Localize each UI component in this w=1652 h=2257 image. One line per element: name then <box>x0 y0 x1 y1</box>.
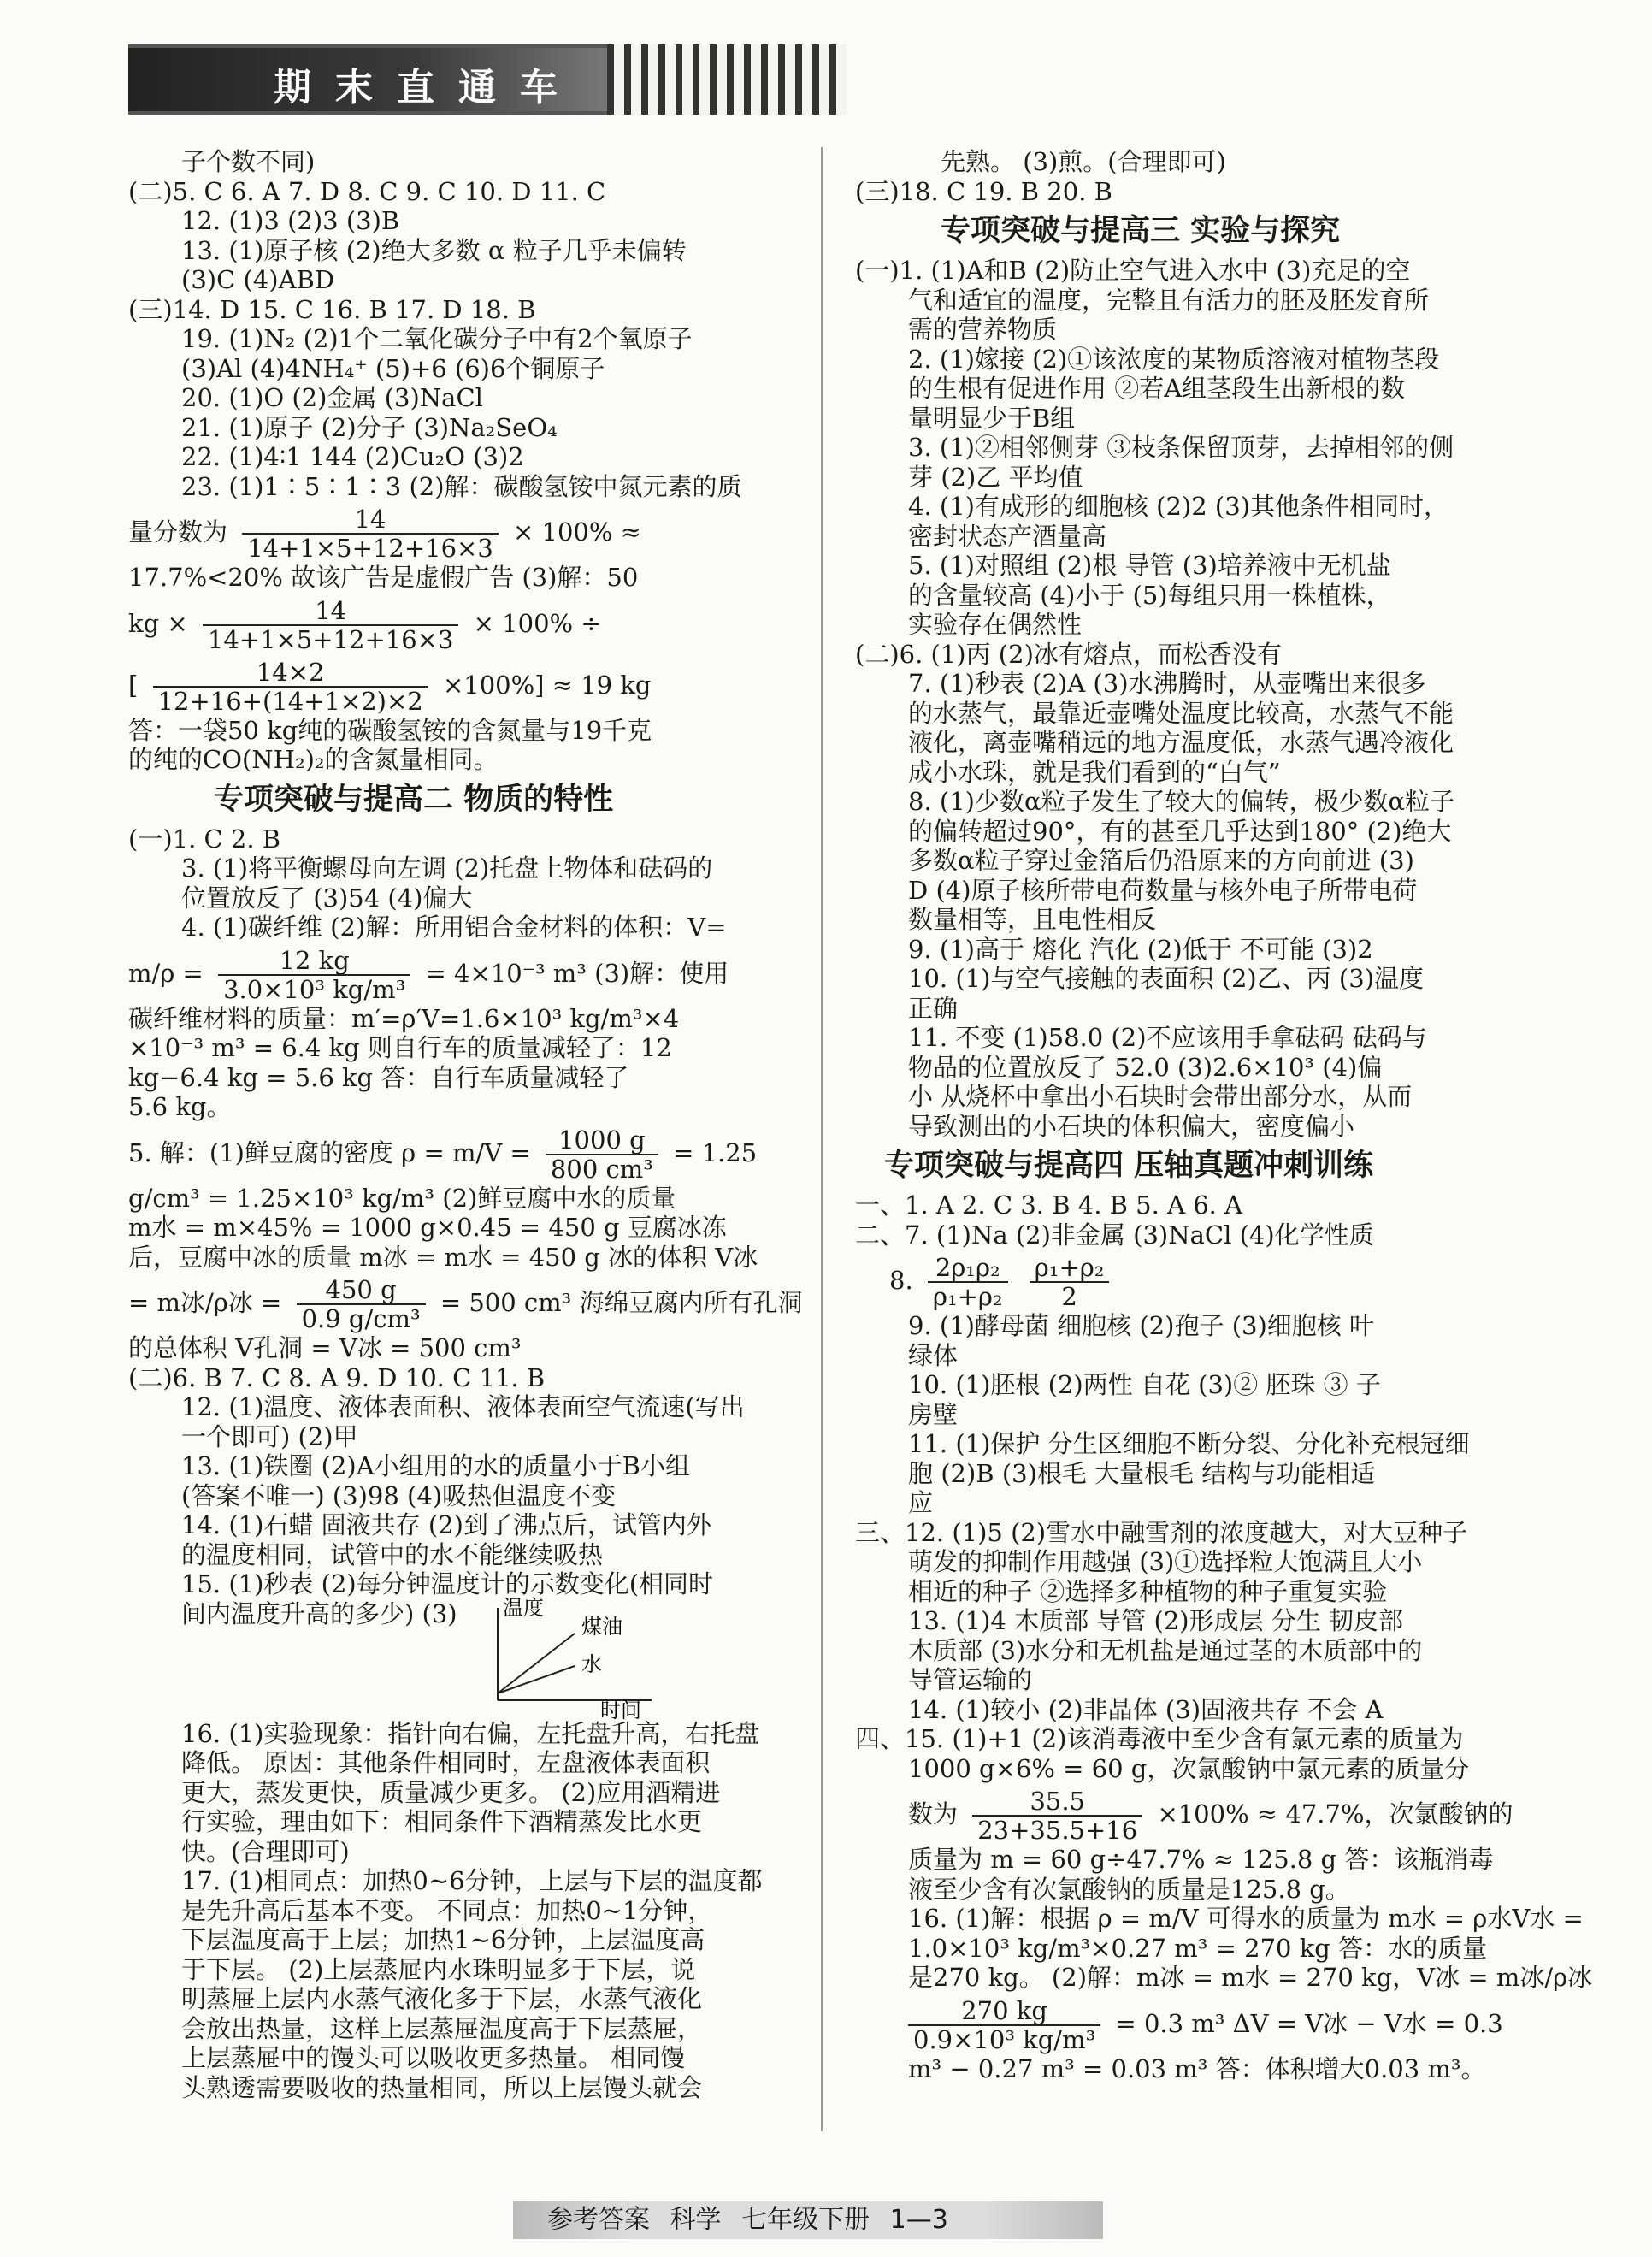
fraction <box>1030 1254 1110 1310</box>
formula-text: ×100% ≈ 47.7%，次氯酸钠的 <box>1157 1799 1513 1829</box>
fraction <box>972 1787 1142 1844</box>
fraction-numerator: 14 <box>242 505 499 535</box>
answer-line: 实验存在偶然性 <box>908 610 1083 639</box>
graph-y-label: 温度 <box>502 1595 544 1620</box>
answer-line: 数量相等，且电性相反 <box>908 905 1157 934</box>
fraction <box>908 1997 1100 2053</box>
formula-line <box>855 1993 1522 2054</box>
answer-line: 四、15. (1)+1 (2)该消毒液中至少含有氯元素的质量为 <box>855 1724 1464 1753</box>
fraction-denominator: 23+35.5+16 <box>977 1816 1138 1845</box>
answer-line: 上层蒸屉中的馒头可以吸收更多热量。 相同馒 <box>181 2043 686 2072</box>
fraction <box>218 947 410 1003</box>
answer-line: 一个即可) (2)甲 <box>181 1421 358 1451</box>
answer-line: 16. (1)解：根据 ρ = m/V 可得水的质量为 m水 = ρ水V水 = <box>908 1904 1584 1933</box>
formula-text: 8. <box>889 1266 913 1295</box>
formula-text: = 1.25 <box>673 1137 758 1167</box>
answer-line: 萌发的抑制作用越强 (3)①选择粒大饱满且大小 <box>908 1547 1423 1576</box>
formula-text: = 0.3 m³ ΔV = V冰 − V水 = 0.3 <box>1115 2008 1503 2038</box>
formula-line <box>128 593 794 654</box>
column-divider <box>821 147 823 2131</box>
answer-line: 会放出热量，这样上层蒸屉温度高于下层蒸屉， <box>181 2013 703 2043</box>
answer-line: 23. (1)1∶5∶1∶3 (2)解：碳酸氢铵中氮元素的质 <box>181 471 742 501</box>
answer-line: 正确 <box>908 993 959 1023</box>
answer-line: (三)18. C 19. B 20. B <box>855 176 1112 206</box>
answer-line: 11. 不变 (1)58.0 (2)不应该用手拿砝码 砝码与 <box>908 1023 1427 1052</box>
answer-line: 于下层。 (2)上层蒸屉内水珠明显多于下层，说 <box>181 1954 696 1984</box>
answer-line: 17. (1)相同点：加热0~6分钟，上层与下层的温度都 <box>181 1866 763 1895</box>
answer-line: (二)6. (1)丙 (2)冰有熔点，而松香没有 <box>855 639 1282 669</box>
graph-line-kerosene <box>498 1634 575 1693</box>
right-column <box>855 147 1593 2083</box>
answer-line: 相近的种子 ②选择多种植物的种子重复实验 <box>908 1576 1388 1606</box>
answer-line: 9. (1)酵母菌 细胞核 (2)孢子 (3)细胞核 叶 <box>908 1311 1374 1340</box>
answer-line: 二、7. (1)Na (2)非金属 (3)NaCl (4)化学性质 <box>855 1220 1374 1250</box>
section-heading: 专项突破与提高三 实验与探究 <box>941 214 1341 248</box>
answer-line: ×10⁻³ m³ = 6.4 kg 则自行车的质量减轻了：12 <box>128 1033 672 1062</box>
answer-line: 小 从烧杯中拿出小石块时会带出部分水，从而 <box>908 1082 1413 1111</box>
formula-text: 5. 解：(1)鲜豆腐的密度 ρ = m/V = <box>128 1137 531 1167</box>
answer-line: (一)1. C 2. B <box>128 824 281 854</box>
answer-line: 19. (1)N₂ (2)1个二氧化碳分子中有2个氧原子 <box>181 324 693 353</box>
answer-line: (二)5. C 6. A 7. D 8. C 9. C 10. D 11. C <box>128 176 606 206</box>
answer-line: 是270 kg。 (2)解：m冰 = m水 = 270 kg，V冰 = m冰/ρ冰 <box>908 1963 1593 1992</box>
answer-line: (三)14. D 15. C 16. B 17. D 18. B <box>128 294 536 324</box>
answer-line: 下层温度高于上层；加热1~6分钟，上层温度高 <box>181 1925 705 1954</box>
formula-text: ×100%] ≈ 19 kg <box>442 670 652 700</box>
fraction-numerator: 270 kg <box>908 1997 1100 2026</box>
answer-line: 12. (1)3 (2)3 (3)B <box>181 206 400 235</box>
header-banner <box>128 44 847 115</box>
answer-line: 10. (1)胚根 (2)两性 自花 (3)② 胚珠 ③ 子 <box>908 1370 1381 1399</box>
answer-line: 的偏转超过90°，有的甚至几乎达到180° (2)绝大 <box>908 816 1452 846</box>
fraction-denominator: 800 cm³ <box>550 1154 653 1184</box>
header-title: 期末直通车 <box>274 66 581 109</box>
fraction-denominator: 3.0×10³ kg/m³ <box>223 974 406 1004</box>
formula-text: 量分数为 <box>128 517 228 547</box>
answer-line: 导管运输的 <box>908 1665 1033 1694</box>
formula-text: = m冰/ρ冰 = <box>128 1288 282 1317</box>
formula-text: kg × <box>128 608 188 638</box>
formula-text: × 100% ≈ <box>513 517 641 547</box>
answer-line: 木质部 (3)水分和无机盐是通过茎的木质部中的 <box>908 1635 1423 1665</box>
answer-line: 14. (1)石蜡 固液共存 (2)到了沸点后，试管内外 <box>181 1510 711 1539</box>
answer-line: 15. (1)秒表 (2)每分钟温度计的示数变化(相同时 <box>181 1569 714 1598</box>
fraction-denominator: ρ₁+ρ₂ <box>932 1282 1003 1311</box>
answer-line: m水 = m×45% = 1000 g×0.45 = 450 g 豆腐冰冻 <box>128 1213 727 1242</box>
answer-line: 应 <box>908 1488 934 1517</box>
fraction <box>546 1126 658 1183</box>
answer-line: 气和适宜的温度，完整且有活力的胚及胚发育所 <box>908 285 1430 315</box>
formula-text: m/ρ = <box>128 958 204 988</box>
formula-line <box>128 654 794 716</box>
answer-line: (3)Al (4)4NH₄⁺ (5)+6 (6)6个铜原子 <box>181 353 605 383</box>
fraction <box>203 597 459 653</box>
answer-line: 5.6 kg。 <box>128 1092 232 1121</box>
answer-line: 间内温度升高的多少) (3) <box>181 1598 457 1628</box>
answer-line: 快。(合理即可) <box>181 1836 350 1866</box>
answer-line: 的含量较高 (4)小于 (5)每组只用一株植株， <box>908 580 1391 610</box>
answer-line: 20. (1)O (2)金属 (3)NaCl <box>181 383 483 412</box>
graph-x-label: 时间 <box>599 1698 641 1722</box>
answer-line: 2. (1)嫁接 (2)①该浓度的某物质溶液对植物茎段 <box>908 344 1440 374</box>
answer-line: 胞 (2)B (3)根毛 大量根毛 结构与功能相适 <box>908 1458 1376 1488</box>
answer-line: 量明显少于B组 <box>908 403 1076 433</box>
answer-line: 3. (1)将平衡螺母向左调 (2)托盘上物体和砝码的 <box>181 854 713 883</box>
answer-line: 16. (1)实验现象：指针向右偏，左托盘升高，右托盘 <box>181 1718 760 1748</box>
fraction-denominator: 0.9×10³ kg/m³ <box>913 2024 1096 2054</box>
answer-line: (二)6. B 7. C 8. A 9. D 10. C 11. B <box>128 1362 546 1392</box>
answer-line: 5. (1)对照组 (2)根 导管 (3)培养液中无机盐 <box>908 551 1391 580</box>
answer-line: 答：一袋50 kg纯的碳酸氢铵的含氮量与19千克 <box>128 715 652 745</box>
answer-line: kg−6.4 kg = 5.6 kg 答：自行车质量减轻了 <box>128 1062 629 1092</box>
fraction <box>242 505 499 562</box>
answer-line: 的纯的CO(NH₂)₂的含氮量相同。 <box>128 745 499 774</box>
answer-line: 绿体 <box>908 1340 959 1370</box>
answer-line: 11. (1)保护 分生区细胞不断分裂、分化补充根冠细 <box>908 1429 1470 1458</box>
graph-line <box>128 1595 794 1722</box>
answer-line: 需的营养物质 <box>908 315 1058 344</box>
answer-line: (3)C (4)ABD <box>181 265 335 294</box>
formula-line <box>128 942 794 1004</box>
fraction-numerator: 14 <box>203 597 459 626</box>
answer-line: 更大，蒸发更快，质量减少更多。 (2)应用酒精进 <box>181 1777 721 1807</box>
graph-kerosene-label: 煤油 <box>581 1614 622 1639</box>
answer-line: 13. (1)原子核 (2)绝大多数 α 粒子几乎未偏转 <box>181 235 687 265</box>
fraction-numerator: 12 kg <box>218 947 410 976</box>
fraction-numerator: ρ₁+ρ₂ <box>1030 1254 1110 1283</box>
answer-line: 后，豆腐中冰的质量 m冰 = m水 = 450 g 冰的体积 V冰 <box>128 1242 758 1272</box>
temperature-graph <box>481 1595 669 1722</box>
fraction-denominator: 14+1×5+12+16×3 <box>207 624 454 654</box>
fraction-denominator: 14+1×5+12+16×3 <box>247 534 493 563</box>
answer-line: 降低。 原因：其他条件相同时，左盘液体表面积 <box>181 1748 711 1777</box>
answer-line: 4. (1)有成形的细胞核 (2)2 (3)其他条件相同时， <box>908 492 1449 521</box>
answer-line: 子个数不同) <box>181 147 316 176</box>
formula-line <box>128 1272 803 1333</box>
answer-line: 物品的位置放反了 52.0 (3)2.6×10³ (4)偏 <box>908 1052 1383 1082</box>
answer-line: m³ − 0.27 m³ = 0.03 m³ 答：体积增大0.03 m³。 <box>908 2053 1486 2083</box>
answer-line: 4. (1)碳纤维 (2)解：所用铝合金材料的体积：V= <box>181 913 727 942</box>
answer-line: 成小水珠，就是我们看到的“白气” <box>908 757 1281 787</box>
answer-line: 的总体积 V孔洞 = V冰 = 500 cm³ <box>128 1333 522 1362</box>
answer-line: 14. (1)较小 (2)非晶体 (3)固液共存 不会 A <box>908 1694 1384 1724</box>
answer-line: 1000 g×6% = 60 g，次氯酸钠中氯元素的质量分 <box>908 1753 1470 1783</box>
answer-line: D (4)原子核所带电荷数量与核外电子所带电荷 <box>908 875 1418 905</box>
fraction-numerator: 450 g <box>297 1276 426 1305</box>
answer-line: 先熟。 (3)煎。(合理即可) <box>941 147 1226 176</box>
answer-line: 21. (1)原子 (2)分子 (3)Na₂SeO₄ <box>181 412 558 442</box>
fraction <box>297 1276 426 1332</box>
formula-line <box>128 501 794 563</box>
answer-line: 是先升高后基本不变。 不同点：加热0~1分钟， <box>181 1895 713 1925</box>
answer-line: 碳纤维材料的质量：m′=ρ′V=1.6×10³ kg/m³×4 <box>128 1003 680 1033</box>
answer-line: 行实验，理由如下：相同条件下酒精蒸发比水更 <box>181 1807 703 1836</box>
answer-line: 13. (1)铁圈 (2)A小组用的水的质量小于B小组 <box>181 1451 690 1480</box>
answer-line: 一、1. A 2. C 3. B 4. B 5. A 6. A <box>855 1191 1243 1220</box>
graph-water-label: 水 <box>581 1651 602 1676</box>
answer-line: 12. (1)温度、液体表面积、液体表面空气流速(写出 <box>181 1392 745 1421</box>
answer-line: 多数α粒子穿过金箔后仍沿原来的方向前进 (3) <box>908 846 1414 875</box>
fraction-numerator: 2ρ₁ρ₂ <box>928 1254 1008 1283</box>
answer-line: 密封状态产酒量高 <box>908 521 1107 551</box>
formula-text: = 500 cm³ 海绵豆腐内所有孔洞 <box>440 1288 803 1317</box>
formula-text: [ <box>128 670 139 700</box>
answer-line: 9. (1)高于 熔化 汽化 (2)低于 不可能 (3)2 <box>908 934 1373 964</box>
formula-text: × 100% ÷ <box>473 608 602 638</box>
answer-line: 房壁 <box>908 1399 959 1429</box>
formula-text: = 4×10⁻³ m³ (3)解：使用 <box>425 958 729 988</box>
graph-line-water <box>498 1666 575 1693</box>
answer-line: 导致测出的小石块的体积偏大，密度偏小 <box>908 1111 1355 1141</box>
answer-line: 明蒸屉上层内水蒸气液化多于下层，水蒸气液化 <box>181 1984 703 2013</box>
answer-line: 1.0×10³ kg/m³×0.27 m³ = 270 kg 答：水的质量 <box>908 1933 1488 1963</box>
formula-line <box>855 1783 1522 1845</box>
formula-line <box>855 1250 1522 1311</box>
answer-line: 的温度相同，试管中的水不能继续吸热 <box>181 1539 604 1569</box>
answer-line: 的水蒸气，最靠近壶嘴处温度比较高，水蒸气不能 <box>908 698 1454 728</box>
footer-text: 参考答案 科学 七年级下册 1—3 <box>547 2205 948 2235</box>
formula-line <box>128 1122 794 1184</box>
answer-line: (答案不唯一) (3)98 (4)吸热但温度不变 <box>181 1480 617 1510</box>
answer-line: 液化，离壶嘴稍远的地方温度低，水蒸气遇冷液化 <box>908 728 1454 757</box>
answer-line: 13. (1)4 木质部 导管 (2)形成层 分生 韧皮部 <box>908 1606 1404 1635</box>
fraction-numerator: 35.5 <box>972 1787 1142 1817</box>
answer-line: 头熟透需要吸收的热量相同，所以上层馒头就会 <box>181 2072 703 2102</box>
fraction-denominator: 2 <box>1061 1282 1077 1311</box>
fraction-numerator: 1000 g <box>546 1126 658 1155</box>
left-column <box>128 147 803 2102</box>
answer-line: 三、12. (1)5 (2)雪水中融雪剂的浓度越大，对大豆种子 <box>855 1517 1468 1547</box>
answer-line: 芽 (2)乙 平均值 <box>908 462 1083 492</box>
fraction-numerator: 14×2 <box>153 659 428 688</box>
formula-text: 数为 <box>908 1799 959 1829</box>
answer-line: 17.7%<20% 故该广告是虚假广告 (3)解：50 <box>128 563 639 592</box>
answer-line: 22. (1)4∶1 144 (2)Cu₂O (3)2 <box>181 442 524 471</box>
answer-line: 位置放反了 (3)54 (4)偏大 <box>181 883 473 913</box>
section-heading: 专项突破与提高四 压轴真题冲刺训练 <box>884 1149 1374 1183</box>
answer-line: g/cm³ = 1.25×10³ kg/m³ (2)鲜豆腐中水的质量 <box>128 1183 676 1213</box>
fraction <box>928 1254 1008 1310</box>
answer-line: 液至少含有次氯酸钠的质量是125.8 g。 <box>908 1874 1350 1904</box>
answer-line: 质量为 m = 60 g÷47.7% ≈ 125.8 g 答：该瓶消毒 <box>908 1845 1494 1874</box>
answer-line: (一)1. (1)A和B (2)防止空气进入水中 (3)充足的空 <box>855 256 1411 285</box>
answer-line: 3. (1)②相邻侧芽 ③枝条保留顶芽，去掉相邻的侧 <box>908 433 1454 462</box>
fraction-denominator: 0.9 g/cm³ <box>301 1304 421 1333</box>
fraction-denominator: 12+16+(14+1×2)×2 <box>157 686 423 716</box>
section-heading: 专项突破与提高二 物质的特性 <box>214 782 614 817</box>
answer-line: 8. (1)少数α粒子发生了较大的偏转，极少数α粒子 <box>908 787 1455 816</box>
answer-line: 7. (1)秒表 (2)A (3)水沸腾时，从壶嘴出来很多 <box>908 669 1426 698</box>
fraction <box>153 659 428 715</box>
answer-line: 10. (1)与空气接触的表面积 (2)乙、丙 (3)温度 <box>908 964 1425 993</box>
answer-line: 的生根有促进作用 ②若A组茎段生出新根的数 <box>908 374 1406 403</box>
